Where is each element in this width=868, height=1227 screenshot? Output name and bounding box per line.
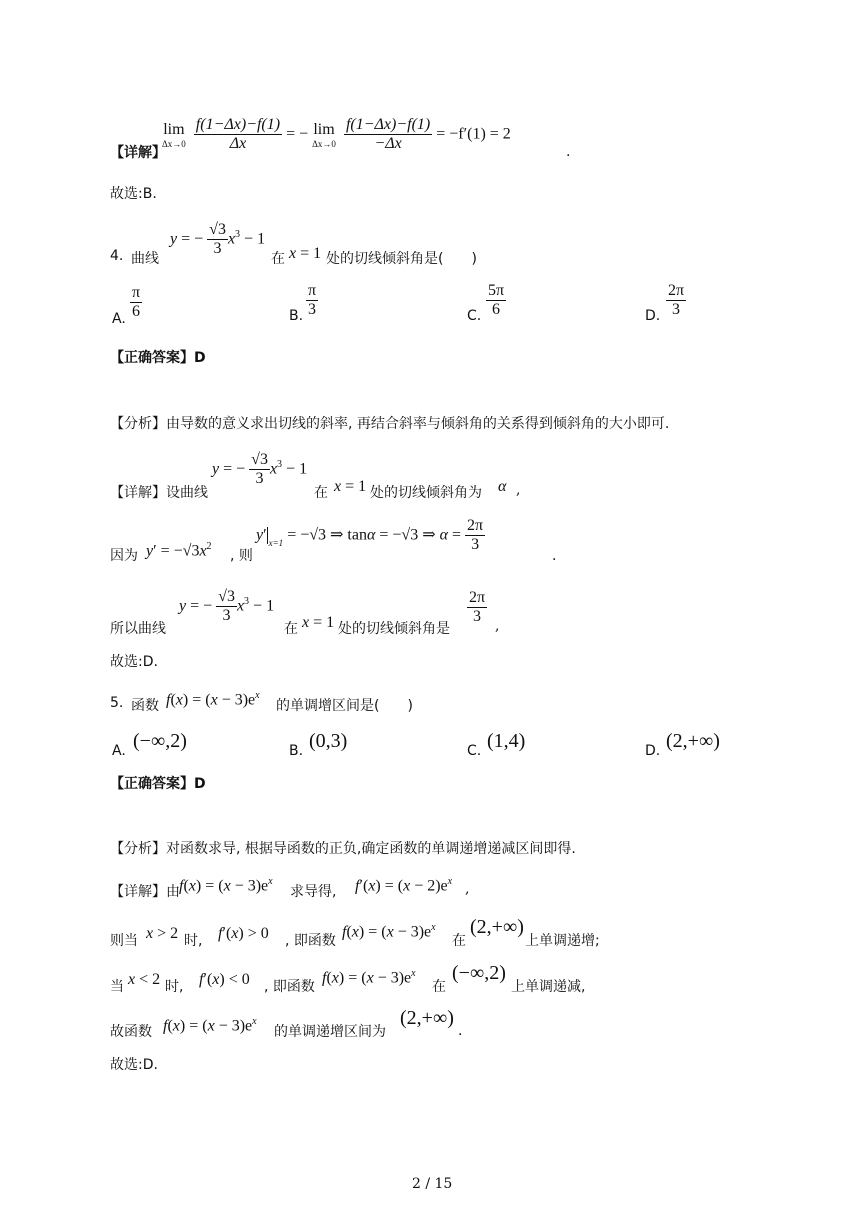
- q4-result: $\frac{2\pi}{3}$: [469, 589, 486, 626]
- q4-result-comma: ,: [495, 618, 500, 634]
- q5-d3-interval: (−∞,2): [452, 962, 506, 984]
- q5-d3-fp: f′(x) < 0: [199, 971, 250, 988]
- q5-d4-b: 的单调递增区间为: [274, 1024, 386, 1040]
- q4-conclude-x-eq-1: x = 1: [302, 614, 335, 631]
- q4-detail-x-eq-1: x = 1: [334, 478, 367, 495]
- q4-alpha: α: [498, 478, 507, 495]
- q5-d2-e: 上单调递增;: [525, 933, 600, 949]
- q5-d4-interval: (2,+∞): [400, 1007, 454, 1029]
- q4-then: , 则: [230, 548, 253, 564]
- q4-derivative: $y' = -√3x^2$: [146, 541, 212, 560]
- q3-numerator-1: f(1−Δx)−f(1): [194, 116, 282, 135]
- q5-d2-c: , 即函数: [285, 933, 336, 949]
- q4-conclude-a: 所以曲线: [110, 621, 166, 637]
- q5-d3-c: , 即函数: [264, 979, 315, 995]
- q4-option-c-letter: C.: [467, 308, 482, 324]
- q3-numerator-2: f(1−Δx)−f(1): [344, 116, 432, 135]
- q5-d3-func: $f(x) = (x - 3)e^x$: [322, 968, 416, 987]
- lim-word-2: lim: [313, 120, 335, 138]
- q3-rhs: = −f′(1) = 2: [436, 125, 511, 143]
- q5-d1-func: $f(x) = (x - 3)e^x$: [179, 876, 273, 895]
- q4-because: 因为: [110, 548, 138, 564]
- q4-chain: y′ $_{x=1}$ = −√3 ⇒ tanα = −√3 ⇒ α = $\frac{2\pi}{3}$: [256, 517, 484, 554]
- q5-d2-func: $f(x) = (x - 3)e^x$: [342, 922, 436, 941]
- q3-denominator-2: −Δx: [374, 135, 402, 153]
- q4-conclude-curve: y = − $\frac{√3}{3}$ $x^3 - 1$: [179, 588, 275, 625]
- q4-answer: 【正确答案】D: [110, 350, 206, 366]
- q5-d4-func: $f(x) = (x - 3)e^x$: [163, 1016, 257, 1035]
- q5-d4-period: .: [458, 1023, 463, 1039]
- q5-d1-a: 【详解】由: [110, 884, 180, 900]
- q5-d2-interval: (2,+∞): [470, 916, 524, 938]
- q4-chain-period: .: [552, 548, 557, 564]
- q4-option-a-letter: A.: [112, 311, 126, 327]
- q3-denominator-1: Δx: [229, 135, 247, 153]
- q5-d2-d: 在: [452, 933, 466, 949]
- q5-d3-d: 在: [432, 979, 446, 995]
- q5-option-d-letter: D.: [645, 743, 661, 759]
- q5-d3-e: 上单调递减,: [511, 979, 586, 995]
- q3-detail-label: 【详解】: [110, 145, 166, 161]
- q5-func: $f(x) = (x - 3)e^x$: [166, 690, 260, 709]
- lim-word: lim: [163, 120, 185, 138]
- q5-analysis: 【分析】对函数求导, 根据导函数的正负,确定函数的单调递增递减区间即得.: [110, 841, 576, 857]
- q5-d1-b: 求导得,: [290, 884, 337, 900]
- q4-detail-curve: y = − $\frac{√3}{3}$ $x^3 - 1$: [212, 451, 308, 488]
- q4-stem-c: 处的切线倾斜角是( ): [326, 251, 477, 267]
- q5-d3-cond: x < 2: [128, 971, 161, 988]
- q4-x-eq-1: x = 1: [289, 245, 322, 262]
- q4-option-d-value: $\frac{2\pi}{3}$: [668, 282, 685, 319]
- q4-option-c-value: $\frac{5\pi}{6}$: [488, 282, 505, 319]
- q4-comma: ,: [516, 482, 521, 498]
- q3-period: .: [566, 144, 571, 160]
- q4-conclude-b: 在: [284, 621, 298, 637]
- q4-number: 4.: [110, 248, 124, 264]
- q5-number: 5.: [110, 695, 124, 711]
- q3-choose: 故选:B.: [110, 186, 157, 202]
- q4-stem-b: 在: [271, 251, 285, 267]
- q4-curve: y = − $\frac{√3}{3}$ $x^3 - 1$: [170, 221, 266, 258]
- q4-analysis: 【分析】由导数的意义求出切线的斜率, 再结合斜率与倾斜角的关系得到倾斜角的大小即可.: [110, 416, 670, 432]
- q5-option-a-value: (−∞,2): [133, 730, 187, 752]
- q5-d3-a: 当: [110, 979, 124, 995]
- lim-sub-2: Δx→0: [312, 138, 336, 149]
- q5-d3-b: 时,: [165, 979, 184, 995]
- q3-limit-equation: lim Δx→0 $\frac{f(1-\Delta x)-f(1)}{\Delta x}$ = − lim Δx→0 $\frac{f(1-\Delta x)-f(1)}{-\Delta x}$ = −f′(1) = 2: [162, 116, 511, 153]
- q4-option-b-value: $\frac{\pi}{3}$: [308, 282, 317, 319]
- q5-d2-fp: f′(x) > 0: [218, 925, 269, 942]
- q4-option-b-letter: B.: [289, 308, 304, 324]
- q5-stem-a: 函数: [131, 698, 159, 714]
- q5-d2-b: 时,: [184, 933, 203, 949]
- page-number: 2 / 15: [412, 1176, 453, 1192]
- q5-answer: 【正确答案】D: [110, 776, 206, 792]
- q5-d1-comma: ,: [465, 881, 470, 897]
- q5-option-c-value: (1,4): [487, 730, 526, 752]
- q5-stem-b: 的单调增区间是( ): [276, 698, 413, 714]
- q4-stem-a: 曲线: [131, 251, 159, 267]
- q4-option-a-value: $\frac{\pi}{6}$: [132, 284, 141, 321]
- q5-option-b-letter: B.: [289, 743, 304, 759]
- q5-choose: 故选:D.: [110, 1057, 158, 1073]
- q5-d1-deriv: $f'(x) = (x - 2)e^x$: [355, 876, 453, 895]
- q4-detail-c: 处的切线倾斜角为: [370, 485, 482, 501]
- q5-d2-a: 则当: [110, 933, 138, 949]
- q4-conclude-c: 处的切线倾斜角是: [338, 621, 450, 637]
- q5-d4-a: 故函数: [110, 1024, 152, 1040]
- q4-option-d-letter: D.: [645, 308, 661, 324]
- q5-option-b-value: (0,3): [309, 730, 348, 752]
- q5-option-d-value: (2,+∞): [666, 730, 720, 752]
- q4-detail-a: 【详解】设曲线: [110, 485, 208, 501]
- q5-option-a-letter: A.: [112, 743, 126, 759]
- q4-detail-b: 在: [314, 485, 328, 501]
- lim-sub: Δx→0: [162, 138, 186, 149]
- q5-d2-cond: x > 2: [146, 925, 179, 942]
- q4-choose: 故选:D.: [110, 654, 158, 670]
- q5-option-c-letter: C.: [467, 743, 482, 759]
